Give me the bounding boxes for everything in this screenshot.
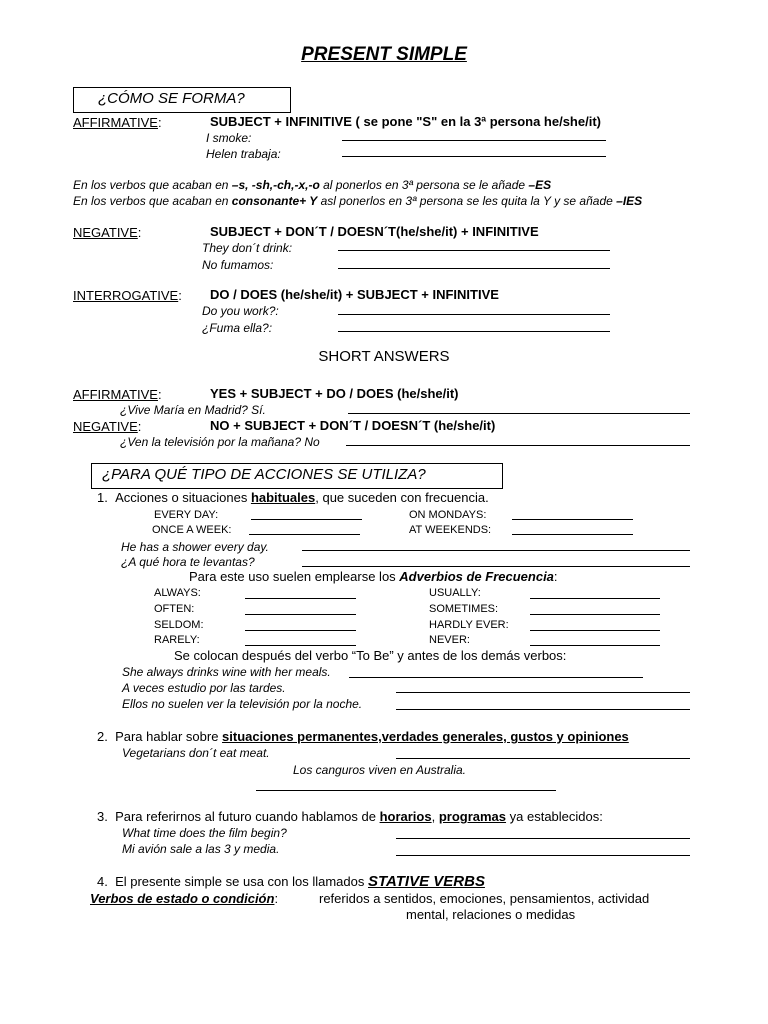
adverb-rarely: RARELY: [154, 634, 200, 646]
item3-programas: programas [438, 809, 507, 824]
item4-text: El presente simple se usa con los llamados [115, 874, 368, 889]
item1-text2: , que suceden con frecuencia. [315, 490, 489, 505]
sa-negative-label: NEGATIVE [73, 419, 138, 434]
rule-es-text: En los verbos que acaban en [73, 178, 232, 192]
item4-stative-verbs: STATIVE VERBS [367, 873, 485, 890]
answer-line [245, 645, 356, 646]
affirmative-colon: : [157, 115, 162, 130]
answer-line [256, 790, 556, 791]
negative-label: NEGATIVE [73, 225, 138, 240]
item2-situaciones: situaciones permanentes,verdades generales, gustos y opiniones [222, 729, 629, 744]
placement-rule: Se colocan después del verbo “To Be” y antes de los demás verbos: [174, 648, 567, 663]
answer-line [338, 314, 610, 315]
example-she-always-drinks: She always drinks wine with her meals. [122, 665, 331, 679]
answer-line [530, 645, 660, 646]
answer-line [338, 331, 610, 332]
rule-ies-suffix: –IES [616, 194, 643, 208]
item3-text2: ya establecidos: [506, 809, 603, 824]
answer-line [512, 534, 633, 535]
item3-number: 3. [97, 809, 108, 824]
answer-line [346, 445, 690, 446]
item1-habituales: habituales [250, 490, 316, 505]
item2-number: 2. [97, 729, 108, 744]
heading-box-para-que [91, 463, 503, 489]
answer-line [342, 156, 606, 157]
answer-line [348, 413, 690, 414]
answer-line [396, 758, 690, 759]
answer-line [302, 566, 690, 567]
answer-line [530, 614, 660, 615]
adverb-never: NEVER: [429, 634, 470, 646]
answer-line [396, 855, 690, 856]
sa-negative-formula: NO + SUBJECT + DON´T / DOESN´T (he/she/it) [210, 418, 496, 433]
affirmative-formula: SUBJECT + INFINITIVE ( se pone "S" en la 3ª persona he/she/it) [210, 114, 601, 129]
heading-como-se-forma: ¿CÓMO SE FORMA? [98, 90, 245, 107]
interrogative-row [73, 287, 182, 305]
item3-comma: , [431, 809, 439, 824]
sa-negative-row [73, 418, 141, 436]
example-i-smoke: I smoke: [206, 131, 252, 145]
example-fuma-ella: ¿Fuma ella?: [202, 321, 273, 335]
example-a-que-hora: ¿A qué hora te levantas? [121, 555, 255, 569]
time-every-day: EVERY DAY: [154, 509, 219, 521]
rule-es [73, 178, 551, 192]
example-he-has-a-shower: He has a shower every day. [121, 540, 269, 554]
answer-line [338, 250, 610, 251]
freq-adverbs-term: Adverbios de Frecuencia [399, 569, 554, 584]
adverb-hardly-ever: HARDLY EVER: [429, 619, 509, 631]
freq-intro [189, 569, 558, 584]
adverb-always: ALWAYS: [154, 587, 201, 599]
example-no-fumamos: No fumamos: [202, 258, 274, 272]
item4-heading [97, 873, 485, 890]
interrogative-formula: DO / DOES (he/she/it) + SUBJECT + INFINITIVE [210, 287, 499, 302]
answer-line [396, 692, 690, 693]
freq-intro-text: Para este uso suelen emplearse los [189, 569, 400, 584]
item4-label-row [90, 891, 278, 906]
adverb-sometimes: SOMETIMES: [429, 603, 499, 615]
example-vive-maria: ¿Vive María en Madrid? Sí. [120, 403, 266, 417]
answer-line [338, 268, 610, 269]
answer-line [245, 614, 356, 615]
item2-text: Para hablar sobre [115, 729, 223, 744]
answer-line [342, 140, 606, 141]
item4-colon: : [274, 891, 279, 906]
item4-verbos-de-estado: Verbos de estado o condición [90, 891, 275, 906]
answer-line [245, 598, 356, 599]
affirmative-row [73, 114, 162, 132]
example-they-dont-drink: They don´t drink: [202, 241, 293, 255]
sa-affirmative-row [73, 386, 162, 404]
answer-line [530, 598, 660, 599]
answer-line [512, 519, 633, 520]
example-what-time: What time does the film begin? [122, 826, 287, 840]
negative-colon: : [137, 225, 142, 240]
item3-horarios: horarios [379, 809, 432, 824]
sa-affirmative-colon: : [157, 387, 162, 402]
item4-number: 4. [97, 874, 108, 889]
example-do-you-work: Do you work?: [202, 304, 279, 318]
adverb-usually: USUALLY: [429, 587, 481, 599]
heading-para-que-tipo: ¿PARA QUÉ TIPO DE ACCIONES SE UTILIZA? [102, 466, 426, 483]
item3-heading [97, 809, 603, 824]
answer-line [302, 550, 690, 551]
sa-affirmative-formula: YES + SUBJECT + DO / DOES (he/she/it) [210, 386, 459, 401]
rule-ies-text: En los verbos que acaban en [73, 194, 232, 208]
answer-line [396, 709, 690, 710]
answer-line [249, 534, 360, 535]
affirmative-label: AFFIRMATIVE [73, 115, 158, 130]
answer-line [530, 630, 660, 631]
sa-affirmative-label: AFFIRMATIVE [73, 387, 158, 402]
answer-line [349, 677, 643, 678]
adverb-seldom: SELDOM: [154, 619, 204, 631]
item4-desc-1: referidos a sentidos, emociones, pensamientos, actividad [319, 891, 650, 906]
example-ellos-no-suelen: Ellos no suelen ver la televisión por la noche. [122, 697, 363, 711]
heading-box-como [73, 87, 291, 113]
sa-negative-colon: : [137, 419, 142, 434]
rule-ies [73, 194, 642, 208]
rule-ies-text2: asl ponerlos en 3ª persona se les quita la Y y se añade [317, 194, 617, 208]
answer-line [396, 838, 690, 839]
example-helen-trabaja: Helen trabaja: [206, 147, 281, 161]
time-at-weekends: AT WEEKENDS: [409, 524, 492, 536]
time-on-mondays: ON MONDAYS: [409, 509, 487, 521]
time-once-a-week: ONCE A WEEK: [152, 524, 232, 536]
rule-es-endings: –s, -sh,-ch,-x,-o [231, 178, 320, 192]
item1-heading [97, 490, 489, 505]
item2-heading [97, 729, 629, 744]
freq-intro-colon: : [553, 569, 558, 584]
example-ven-la-television: ¿Ven la televisión por la mañana? No [120, 435, 320, 449]
negative-row [73, 224, 141, 242]
rule-es-suffix: –ES [528, 178, 552, 192]
answer-line [251, 519, 362, 520]
item4-desc-2: mental, relaciones o medidas [406, 907, 576, 922]
item1-number: 1. [97, 490, 108, 505]
negative-formula: SUBJECT + DON´T / DOESN´T(he/she/it) + INFINITIVE [210, 224, 539, 239]
rule-ies-endings: consonante+ Y [231, 194, 318, 208]
example-los-canguros: Los canguros viven en Australia. [293, 763, 466, 777]
adverb-often: OFTEN: [154, 603, 195, 615]
interrogative-colon: : [178, 288, 182, 303]
example-a-veces-estudio: A veces estudio por las tardes. [122, 681, 286, 695]
example-vegetarians: Vegetarians don´t eat meat. [122, 746, 270, 760]
interrogative-label: INTERROGATIVE [73, 288, 179, 303]
item1-text: Acciones o situaciones [115, 490, 251, 505]
example-mi-avion: Mi avión sale a las 3 y media. [122, 842, 280, 856]
short-answers-heading: SHORT ANSWERS [318, 348, 450, 365]
page-title: PRESENT SIMPLE [301, 44, 467, 65]
rule-es-text2: al ponerlos en 3ª persona se le añade [319, 178, 529, 192]
answer-line [245, 630, 356, 631]
item3-text: Para referirnos al futuro cuando hablamos de [115, 809, 380, 824]
